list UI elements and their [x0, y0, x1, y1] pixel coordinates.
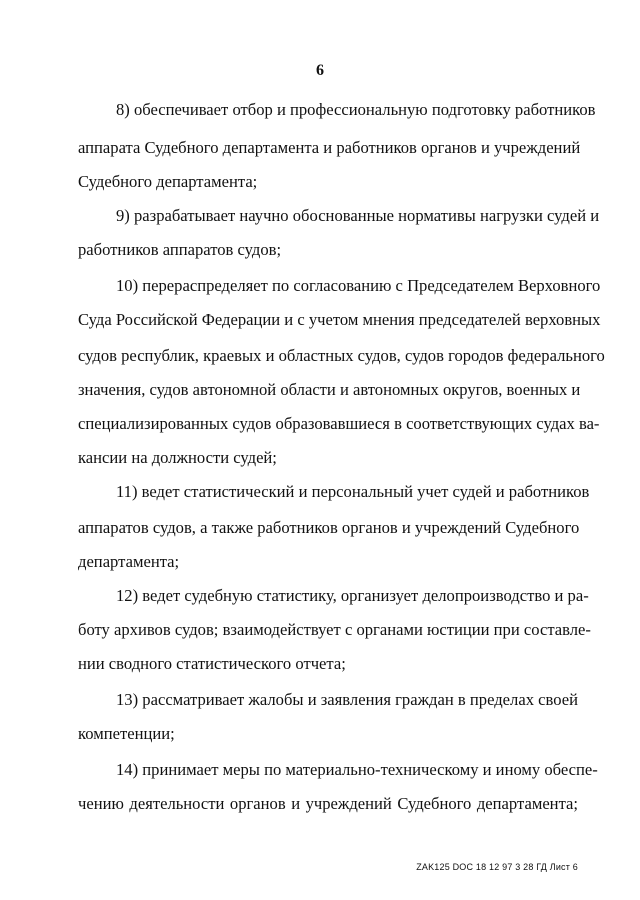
- paragraph-line: 13) рассматривает жалобы и заявления граждан в пределах своей: [116, 690, 578, 709]
- paragraph-line: значения, судов автономной области и автономных округов, военных и: [78, 380, 581, 399]
- paragraph-line: 8) обеспечивает отбор и профессиональную подготовку работников: [116, 100, 596, 119]
- paragraph-line: Суда Российской Федерации и с учетом мнения председателей верховных: [78, 310, 601, 329]
- paragraph-line: чению деятельности органов и учреждений Судебного департамента;: [78, 794, 578, 813]
- paragraph-line: боту архивов судов; взаимодействует с органами юстиции при составле-: [78, 620, 591, 639]
- paragraph-line: 12) ведет судебную статистику, организует делопроизводство и ра-: [116, 586, 589, 605]
- paragraph-line: 10) перераспределяет по согласованию с Председателем Верховного: [116, 276, 601, 295]
- paragraph-line: компетенции;: [78, 724, 175, 743]
- page-number: 6: [316, 62, 324, 79]
- document-footer: ZAK125 DOC 18 12 97 3 28 ГД Лист 6: [416, 862, 578, 872]
- paragraph-line: аппарата Судебного департамента и работников органов и учреждений: [78, 138, 581, 157]
- paragraph-line: Судебного департамента;: [78, 172, 258, 191]
- paragraph-line: специализированных судов образовавшиеся в соответствующих судах ва-: [78, 414, 600, 433]
- paragraph-line: 11) ведет статистический и персональный учет судей и работников: [116, 482, 590, 501]
- paragraph-line: 9) разрабатывает научно обоснованные нормативы нагрузки судей и: [116, 206, 600, 225]
- paragraph-line: кансии на должности судей;: [78, 448, 277, 467]
- paragraph-line: нии сводного статистического отчета;: [78, 654, 346, 673]
- paragraph-line: судов республик, краевых и областных судов, судов городов федерального: [78, 346, 605, 365]
- paragraph-line: аппаратов судов, а также работников органов и учреждений Судебного: [78, 518, 580, 537]
- paragraph-line: работников аппаратов судов;: [78, 240, 282, 259]
- paragraph-line: департамента;: [78, 552, 180, 571]
- paragraph-line: 14) принимает меры по материально-техническому и иному обеспе-: [116, 760, 598, 779]
